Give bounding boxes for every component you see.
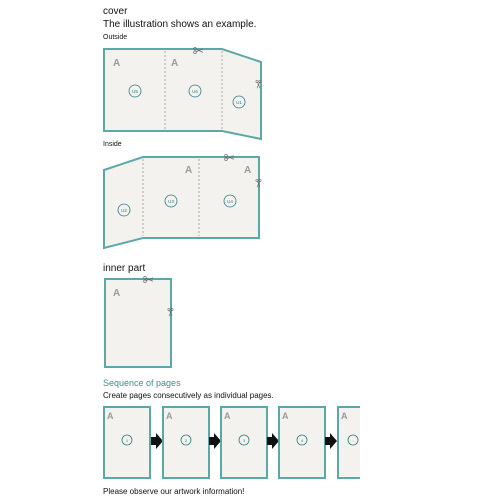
page-number: ...	[351, 438, 355, 443]
footer-note: Please observe our artwork information!	[103, 487, 245, 496]
cover-heading: cover	[103, 6, 128, 17]
outside-label: Outside	[103, 34, 128, 41]
sequence-note: Create pages consecutively as individual pages.	[103, 391, 274, 400]
page-number: U6	[192, 89, 198, 94]
inside-label: Inside	[103, 141, 122, 148]
example-note: The illustration shows an example.	[103, 19, 257, 30]
page-number: U5	[132, 89, 138, 94]
corner-mark: A	[166, 411, 173, 421]
outside-panel	[104, 49, 261, 139]
arrow-right-icon	[267, 433, 279, 449]
corner-mark: A	[113, 288, 121, 299]
corner-mark: A	[282, 411, 289, 421]
corner-mark: A	[244, 165, 252, 176]
page-sequence	[104, 407, 360, 478]
inner-part-sheet	[105, 276, 173, 367]
page-number: 2	[184, 438, 188, 443]
corner-mark: A	[113, 58, 121, 69]
page-number: U1	[236, 100, 242, 105]
page-number: U3	[168, 199, 174, 204]
corner-mark: A	[185, 165, 193, 176]
corner-mark: A	[341, 411, 348, 421]
arrow-right-icon	[325, 433, 337, 449]
page-number: 4	[300, 438, 304, 443]
outside-sheet	[104, 47, 261, 139]
inner-part-heading: inner part	[103, 263, 146, 274]
sequence-title: Sequence of pages	[103, 378, 181, 388]
page-number: U2	[121, 208, 127, 213]
page-number: 3	[242, 438, 246, 443]
arrow-right-icon	[209, 433, 221, 449]
arrow-right-icon	[151, 433, 163, 449]
inside-sheet	[104, 154, 261, 248]
corner-mark: A	[171, 58, 179, 69]
corner-mark: A	[224, 411, 231, 421]
page-number: 1	[125, 438, 129, 443]
corner-mark: A	[107, 411, 114, 421]
page-number: U4	[227, 199, 233, 204]
